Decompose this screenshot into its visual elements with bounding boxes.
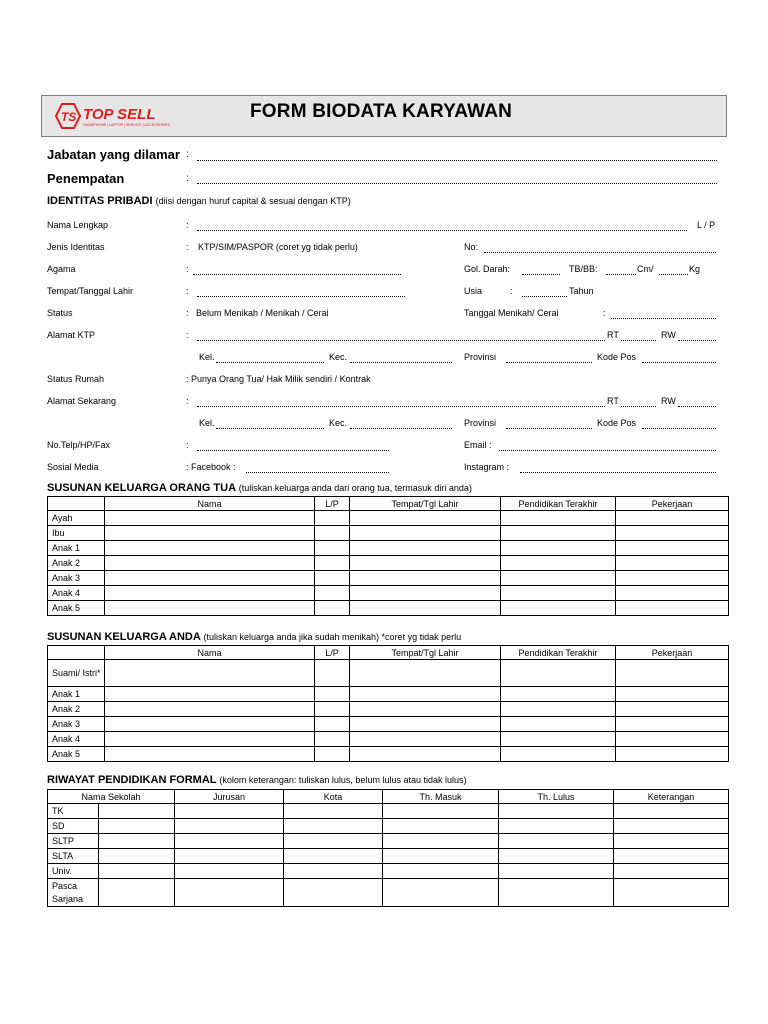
table-cell[interactable] — [499, 879, 614, 907]
table-cell[interactable] — [383, 834, 499, 849]
table-cell[interactable] — [616, 732, 729, 747]
pendidikan-table — [47, 789, 729, 907]
label-sosmed: Sosial Media — [47, 462, 99, 472]
table-cell[interactable] — [501, 541, 616, 556]
table-cell[interactable] — [315, 702, 350, 717]
colon: : — [186, 242, 189, 252]
table-cell[interactable] — [350, 747, 501, 762]
table-cell[interactable] — [350, 732, 501, 747]
column-header: Th. Lulus — [499, 790, 614, 804]
table-cell[interactable] — [105, 687, 315, 702]
table-row — [48, 541, 729, 556]
table-cell[interactable] — [175, 849, 284, 864]
table-cell[interactable] — [501, 586, 616, 601]
table-cell[interactable] — [105, 511, 315, 526]
table-cell[interactable] — [350, 511, 501, 526]
table-row — [48, 717, 729, 732]
label-status-rumah: Status Rumah — [47, 374, 105, 384]
label-penempatan: Penempatan — [47, 171, 125, 186]
column-header: Kota — [284, 790, 383, 804]
column-header: Jurusan — [175, 790, 284, 804]
table-row — [48, 702, 729, 717]
pendidikan-note: (kolom keterangan: tuliskan lulus, belum lulus atau tidak lulus) — [219, 775, 467, 785]
column-header — [48, 497, 105, 511]
label-tahun: Tahun — [569, 286, 594, 296]
row-label: Anak 1 — [48, 687, 105, 702]
label-kec: Kec. — [329, 352, 348, 362]
column-header: Nama — [105, 646, 315, 660]
kec-field[interactable] — [350, 428, 452, 429]
svg-text:TS: TS — [61, 110, 77, 124]
table-header-row — [48, 790, 729, 804]
no-identitas-field[interactable] — [484, 252, 716, 253]
label-tbbb: TB/BB: — [569, 264, 598, 274]
rt-field[interactable] — [621, 406, 656, 407]
table-cell[interactable] — [105, 702, 315, 717]
tanggal-menikah-field[interactable] — [611, 318, 716, 319]
provinsi-field[interactable] — [506, 428, 592, 429]
table-cell[interactable] — [175, 879, 284, 907]
table-cell[interactable] — [350, 660, 501, 687]
table-cell[interactable] — [315, 511, 350, 526]
column-header: L/P — [315, 646, 350, 660]
label-instagram: Instagram : — [464, 462, 510, 472]
table-cell[interactable] — [501, 687, 616, 702]
table-cell[interactable] — [105, 660, 315, 687]
colon: : — [186, 264, 189, 274]
table-cell[interactable] — [616, 601, 729, 616]
table-cell[interactable] — [501, 511, 616, 526]
table-row — [48, 732, 729, 747]
table-cell[interactable] — [175, 834, 284, 849]
jenis-identitas-value: KTP/SIM/PASPOR (coret yg tidak perlu) — [198, 242, 358, 252]
table-cell[interactable] — [284, 834, 383, 849]
column-header: Pendidikan Terakhir — [501, 497, 616, 511]
identitas-note: (diisi dengan huruf capital & sesuai dengan KTP) — [155, 196, 351, 206]
label-telp: No.Telp/HP/Fax — [47, 440, 111, 450]
table-cell[interactable] — [616, 511, 729, 526]
table-cell[interactable] — [616, 687, 729, 702]
table-row — [48, 864, 729, 879]
ttl-field[interactable] — [197, 296, 405, 297]
table-cell[interactable] — [105, 717, 315, 732]
colon: : — [603, 308, 606, 318]
instagram-field[interactable] — [520, 472, 716, 473]
colon: : — [186, 173, 189, 184]
label-agama: Agama — [47, 264, 76, 274]
label-kode-pos: Kode Pos — [597, 418, 637, 428]
label-status: Status — [47, 308, 73, 318]
table-row — [48, 571, 729, 586]
table-cell[interactable] — [501, 571, 616, 586]
rw-field[interactable] — [678, 340, 716, 341]
table-cell[interactable] — [616, 660, 729, 687]
table-cell[interactable] — [99, 879, 175, 907]
table-cell[interactable] — [499, 804, 614, 819]
agama-field[interactable] — [193, 274, 401, 275]
table-cell[interactable] — [501, 717, 616, 732]
label-jenis-identitas: Jenis Identitas — [47, 242, 105, 252]
keluarga-anda-title: SUSUNAN KELUARGA ANDA — [47, 631, 201, 643]
table-cell[interactable] — [350, 571, 501, 586]
table-cell[interactable] — [315, 541, 350, 556]
table-cell[interactable] — [383, 849, 499, 864]
label-rt: RT — [607, 396, 619, 406]
column-header: Pendidikan Terakhir — [501, 646, 616, 660]
colon: : — [186, 308, 189, 318]
table-row — [48, 804, 729, 819]
table-cell[interactable] — [501, 747, 616, 762]
status-value: Belum Menikah / Menikah / Cerai — [196, 308, 329, 318]
table-cell[interactable] — [616, 586, 729, 601]
table-cell[interactable] — [350, 717, 501, 732]
column-header: L/P — [315, 497, 350, 511]
svg-text:HANDPHONE | LAPTOP | SERVICE |: HANDPHONE | LAPTOP | SERVICE | ACCESSORIES — [83, 123, 171, 127]
label-kec: Kec. — [329, 418, 348, 428]
label-alamat-ktp: Alamat KTP — [47, 330, 96, 340]
row-label: Anak 1 — [48, 541, 105, 556]
table-header-row — [48, 646, 729, 660]
table-cell[interactable] — [284, 804, 383, 819]
table-cell[interactable] — [616, 747, 729, 762]
kode-pos-field[interactable] — [642, 428, 716, 429]
table-cell[interactable] — [284, 864, 383, 879]
table-cell[interactable] — [315, 660, 350, 687]
colon: : — [186, 440, 189, 450]
table-cell[interactable] — [616, 717, 729, 732]
table-row — [48, 660, 729, 687]
table-cell[interactable] — [499, 864, 614, 879]
table-cell[interactable] — [105, 541, 315, 556]
table-row — [48, 819, 729, 834]
table-cell[interactable] — [315, 586, 350, 601]
table-cell[interactable] — [499, 849, 614, 864]
kec-field[interactable] — [350, 362, 452, 363]
label-facebook: : Facebook : — [186, 462, 236, 472]
table-cell[interactable] — [99, 804, 175, 819]
keluarga-anda-table — [47, 645, 729, 762]
label-no: No: — [464, 242, 479, 252]
colon: : — [186, 396, 189, 406]
table-cell[interactable] — [499, 834, 614, 849]
table-cell[interactable] — [99, 849, 175, 864]
table-row — [48, 849, 729, 864]
table-cell[interactable] — [350, 541, 501, 556]
alamat-sekarang-field[interactable] — [197, 406, 605, 407]
label-jabatan: Jabatan yang dilamar — [47, 147, 180, 162]
row-label: Anak 2 — [48, 556, 105, 571]
row-label: Anak 3 — [48, 571, 105, 586]
table-cell[interactable] — [105, 556, 315, 571]
table-cell[interactable] — [105, 571, 315, 586]
column-header: Th. Masuk — [383, 790, 499, 804]
table-cell[interactable] — [315, 717, 350, 732]
table-row — [48, 601, 729, 616]
table-cell[interactable] — [105, 747, 315, 762]
label-ttl: Tempat/Tanggal Lahir — [47, 286, 134, 296]
table-cell[interactable] — [315, 747, 350, 762]
row-label: Univ. — [48, 864, 99, 879]
table-row — [48, 834, 729, 849]
row-label: Anak 4 — [48, 732, 105, 747]
column-header — [48, 646, 105, 660]
label-rw: RW — [661, 396, 676, 406]
table-cell[interactable] — [99, 834, 175, 849]
table-cell[interactable] — [350, 586, 501, 601]
table-cell[interactable] — [315, 732, 350, 747]
table-cell[interactable] — [105, 732, 315, 747]
table-cell[interactable] — [175, 804, 284, 819]
table-cell[interactable] — [499, 819, 614, 834]
table-cell[interactable] — [350, 526, 501, 541]
provinsi-field[interactable] — [506, 362, 592, 363]
label-nama-lengkap: Nama Lengkap — [47, 220, 109, 230]
table-cell[interactable] — [105, 586, 315, 601]
label-alamat-sekarang: Alamat Sekarang — [47, 396, 117, 406]
keluarga-ortu-table — [47, 496, 729, 616]
label-kg: Kg — [689, 264, 701, 274]
pendidikan-title: RIWAYAT PENDIDIKAN FORMAL — [47, 774, 217, 786]
table-cell[interactable] — [315, 687, 350, 702]
table-row — [48, 586, 729, 601]
table-cell[interactable] — [350, 687, 501, 702]
rt-field[interactable] — [621, 340, 656, 341]
table-cell[interactable] — [105, 526, 315, 541]
table-cell[interactable] — [315, 601, 350, 616]
table-cell[interactable] — [175, 864, 284, 879]
table-cell[interactable] — [175, 819, 284, 834]
row-label: Ibu — [48, 526, 105, 541]
label-cm: Cm/ — [637, 264, 654, 274]
table-cell[interactable] — [383, 864, 499, 879]
keluarga-ortu-heading — [47, 482, 472, 494]
label-email: Email : — [464, 440, 492, 450]
table-cell[interactable] — [501, 660, 616, 687]
table-cell[interactable] — [284, 879, 383, 907]
status-rumah-value: : Punya Orang Tua/ Hak Milik sendiri / Kontrak — [186, 374, 371, 384]
table-row — [48, 526, 729, 541]
kode-pos-field[interactable] — [642, 362, 716, 363]
kel-field[interactable] — [216, 428, 324, 429]
bb-field[interactable] — [659, 274, 688, 275]
column-header: Tempat/Tgl Lahir — [350, 497, 501, 511]
form-title: FORM BIODATA KARYAWAN — [250, 101, 513, 122]
pendidikan-heading — [47, 774, 467, 786]
table-cell[interactable] — [383, 819, 499, 834]
label-rt: RT — [607, 330, 619, 340]
row-label: TK — [48, 804, 99, 819]
label-tanggal-menikah: Tanggal Menikah/ Cerai — [464, 308, 559, 318]
colon: : — [186, 149, 189, 160]
tb-field[interactable] — [606, 274, 636, 275]
penempatan-field[interactable] — [197, 183, 717, 184]
table-cell[interactable] — [616, 702, 729, 717]
table-row — [48, 687, 729, 702]
table-cell[interactable] — [616, 571, 729, 586]
row-label: SLTA — [48, 849, 99, 864]
column-header: Nama — [105, 497, 315, 511]
table-row — [48, 747, 729, 762]
table-cell[interactable] — [501, 601, 616, 616]
table-cell[interactable] — [501, 732, 616, 747]
column-header: Keterangan — [614, 790, 729, 804]
label-usia: Usia — [464, 286, 483, 296]
table-cell[interactable] — [614, 834, 729, 849]
table-cell[interactable] — [350, 601, 501, 616]
label-kode-pos: Kode Pos — [597, 352, 637, 362]
table-cell[interactable] — [614, 849, 729, 864]
form-header — [41, 95, 727, 137]
label-provinsi: Provinsi — [464, 418, 497, 428]
column-header: Tempat/Tgl Lahir — [350, 646, 501, 660]
table-cell[interactable] — [383, 879, 499, 907]
identitas-heading — [47, 195, 351, 207]
gol-darah-field[interactable] — [522, 274, 560, 275]
nama-lengkap-field[interactable] — [197, 230, 687, 231]
table-cell[interactable] — [501, 526, 616, 541]
row-label: Anak 3 — [48, 717, 105, 732]
label-kel: Kel. — [199, 418, 215, 428]
svg-text:TOP SELL: TOP SELL — [83, 106, 156, 123]
table-cell[interactable] — [105, 601, 315, 616]
table-cell[interactable] — [315, 556, 350, 571]
row-label: Anak 2 — [48, 702, 105, 717]
table-cell[interactable] — [614, 804, 729, 819]
table-cell[interactable] — [614, 864, 729, 879]
keluarga-anda-note: (tuliskan keluarga anda jika sudah menikah) *coret yg tidak perlu — [203, 632, 462, 642]
colon: : — [510, 286, 513, 296]
row-label: Anak 5 — [48, 747, 105, 762]
colon: : — [186, 330, 189, 340]
table-row — [48, 511, 729, 526]
table-cell[interactable] — [284, 849, 383, 864]
table-cell[interactable] — [284, 819, 383, 834]
table-cell[interactable] — [99, 819, 175, 834]
row-label: SD — [48, 819, 99, 834]
column-header: Pekerjaan — [616, 646, 729, 660]
table-cell[interactable] — [616, 541, 729, 556]
row-label: SLTP — [48, 834, 99, 849]
label-kel: Kel. — [199, 352, 215, 362]
column-header: Pekerjaan — [616, 497, 729, 511]
label-provinsi: Provinsi — [464, 352, 497, 362]
table-cell[interactable] — [350, 556, 501, 571]
column-header: Nama Sekolah — [48, 790, 175, 804]
table-cell[interactable] — [616, 526, 729, 541]
label-gol-darah: Gol. Darah: — [464, 264, 511, 274]
keluarga-ortu-title: SUSUNAN KELUARGA ORANG TUA — [47, 482, 236, 494]
table-cell[interactable] — [383, 804, 499, 819]
row-label: Suami/ Istri* — [48, 660, 105, 687]
usia-field[interactable] — [522, 296, 567, 297]
table-cell[interactable] — [614, 819, 729, 834]
row-label: Anak 5 — [48, 601, 105, 616]
jabatan-field[interactable] — [197, 160, 717, 161]
facebook-field[interactable] — [246, 472, 389, 473]
table-row — [48, 556, 729, 571]
topsell-logo — [52, 101, 172, 131]
rw-field[interactable] — [678, 406, 716, 407]
table-row — [48, 879, 729, 907]
row-label: Ayah — [48, 511, 105, 526]
kel-field[interactable] — [216, 362, 324, 363]
table-cell[interactable] — [350, 702, 501, 717]
label-rw: RW — [661, 330, 676, 340]
telp-field[interactable] — [197, 450, 389, 451]
row-label: Pasca Sarjana — [48, 879, 99, 907]
row-label: Anak 4 — [48, 586, 105, 601]
keluarga-anda-heading — [47, 631, 461, 643]
table-cell[interactable] — [616, 556, 729, 571]
colon: : — [186, 286, 189, 296]
table-cell[interactable] — [99, 864, 175, 879]
colon: : — [186, 220, 189, 230]
table-cell[interactable] — [501, 702, 616, 717]
table-cell[interactable] — [315, 571, 350, 586]
email-field[interactable] — [499, 450, 716, 451]
keluarga-ortu-note: (tuliskan keluarga anda dari orang tua, termasuk diri anda) — [238, 483, 472, 493]
table-cell[interactable] — [315, 526, 350, 541]
identitas-title: IDENTITAS PRIBADI — [47, 195, 153, 207]
table-cell[interactable] — [614, 879, 729, 907]
alamat-ktp-field[interactable] — [197, 340, 605, 341]
label-lp: L / P — [697, 220, 716, 230]
table-header-row — [48, 497, 729, 511]
table-cell[interactable] — [501, 556, 616, 571]
